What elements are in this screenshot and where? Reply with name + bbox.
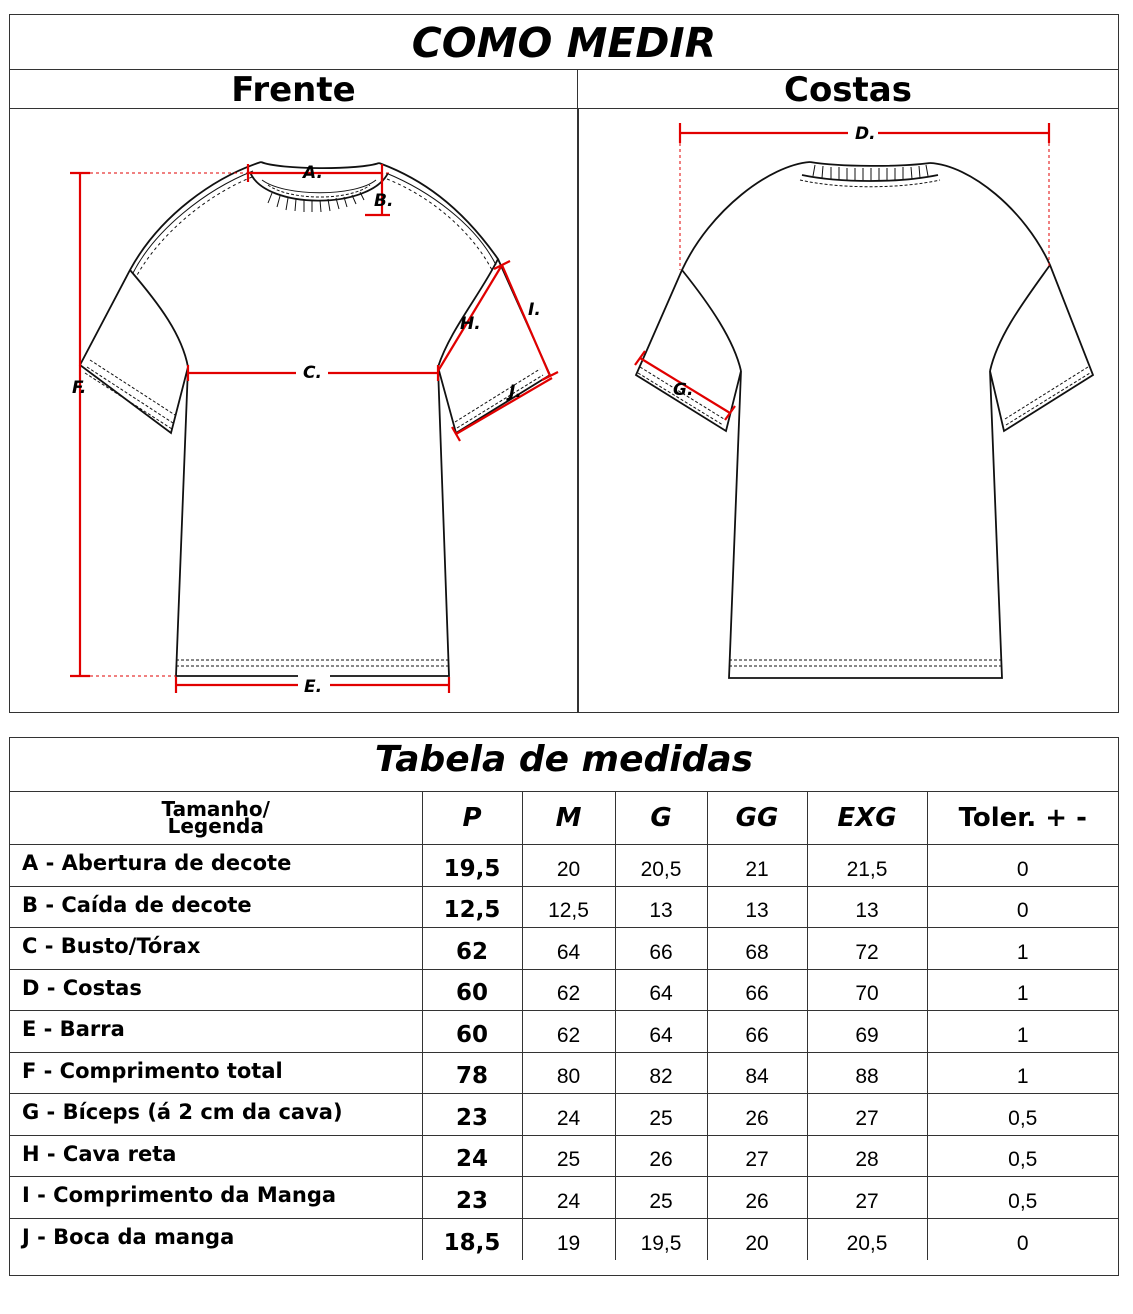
cell-g: 13 bbox=[615, 886, 707, 928]
row-label: F - Comprimento total bbox=[10, 1052, 422, 1094]
cell-p: 60 bbox=[422, 969, 522, 1011]
marker-e: E. bbox=[304, 677, 323, 697]
cell-exg: 27 bbox=[807, 1177, 927, 1219]
cell-tolerance: 1 bbox=[927, 928, 1118, 970]
cell-exg: 13 bbox=[807, 886, 927, 928]
cell-gg: 13 bbox=[707, 886, 807, 928]
legend-header-line1: Tamanho/ bbox=[161, 797, 270, 821]
cell-p: 24 bbox=[422, 1135, 522, 1177]
cell-m: 80 bbox=[522, 1052, 615, 1094]
front-view-heading: Frente bbox=[10, 69, 578, 109]
cell-m: 64 bbox=[522, 928, 615, 970]
row-label: H - Cava reta bbox=[10, 1135, 422, 1177]
guide-title: COMO MEDIR bbox=[10, 15, 1118, 70]
cell-m: 24 bbox=[522, 1094, 615, 1136]
row-label: G - Bíceps (á 2 cm da cava) bbox=[10, 1094, 422, 1136]
cell-tolerance: 0,5 bbox=[927, 1135, 1118, 1177]
cell-p: 19,5 bbox=[422, 845, 522, 887]
marker-i: I. bbox=[528, 300, 541, 320]
cell-exg: 20,5 bbox=[807, 1218, 927, 1260]
tolerance-header: Toler. + - bbox=[927, 792, 1118, 845]
row-label: E - Barra bbox=[10, 1011, 422, 1053]
cell-g: 25 bbox=[615, 1094, 707, 1136]
cell-p: 60 bbox=[422, 1011, 522, 1053]
table-row bbox=[10, 928, 1118, 970]
table-header-row bbox=[10, 792, 1118, 845]
cell-tolerance: 0 bbox=[927, 1218, 1118, 1260]
table-row bbox=[10, 1135, 1118, 1177]
table-row bbox=[10, 1011, 1118, 1053]
size-header-p: P bbox=[422, 792, 522, 845]
table-row bbox=[10, 1218, 1118, 1260]
cell-gg: 68 bbox=[707, 928, 807, 970]
cell-tolerance: 1 bbox=[927, 1011, 1118, 1053]
cell-tolerance: 0 bbox=[927, 886, 1118, 928]
cell-g: 26 bbox=[615, 1135, 707, 1177]
cell-g: 66 bbox=[615, 928, 707, 970]
marker-j: J. bbox=[509, 382, 522, 402]
row-label: J - Boca da manga bbox=[10, 1218, 422, 1260]
cell-g: 19,5 bbox=[615, 1218, 707, 1260]
row-label: A - Abertura de decote bbox=[10, 845, 422, 887]
marker-f: F. bbox=[72, 378, 87, 398]
cell-exg: 21,5 bbox=[807, 845, 927, 887]
cell-g: 64 bbox=[615, 969, 707, 1011]
marker-g: G. bbox=[673, 380, 694, 400]
size-table-panel bbox=[9, 737, 1119, 1276]
cell-exg: 88 bbox=[807, 1052, 927, 1094]
cell-tolerance: 0,5 bbox=[927, 1094, 1118, 1136]
cell-gg: 27 bbox=[707, 1135, 807, 1177]
cell-m: 19 bbox=[522, 1218, 615, 1260]
table-row bbox=[10, 1177, 1118, 1219]
cell-g: 20,5 bbox=[615, 845, 707, 887]
cell-gg: 20 bbox=[707, 1218, 807, 1260]
table-row bbox=[10, 1052, 1118, 1094]
cell-tolerance: 1 bbox=[927, 969, 1118, 1011]
cell-p: 12,5 bbox=[422, 886, 522, 928]
back-view-heading: Costas bbox=[578, 69, 1118, 109]
row-label: B - Caída de decote bbox=[10, 886, 422, 928]
row-label: C - Busto/Tórax bbox=[10, 928, 422, 970]
marker-c: C. bbox=[303, 363, 322, 383]
size-table bbox=[10, 791, 1118, 1260]
cell-gg: 21 bbox=[707, 845, 807, 887]
cell-gg: 26 bbox=[707, 1094, 807, 1136]
size-header-gg: GG bbox=[707, 792, 807, 845]
row-label: D - Costas bbox=[10, 969, 422, 1011]
cell-exg: 72 bbox=[807, 928, 927, 970]
row-label: I - Comprimento da Manga bbox=[10, 1177, 422, 1219]
cell-tolerance: 0 bbox=[927, 845, 1118, 887]
cell-m: 25 bbox=[522, 1135, 615, 1177]
cell-gg: 26 bbox=[707, 1177, 807, 1219]
cell-m: 62 bbox=[522, 1011, 615, 1053]
front-shirt bbox=[80, 162, 550, 676]
table-row bbox=[10, 845, 1118, 887]
cell-g: 82 bbox=[615, 1052, 707, 1094]
back-shirt bbox=[636, 162, 1093, 678]
cell-p: 62 bbox=[422, 928, 522, 970]
marker-h: H. bbox=[460, 314, 481, 334]
cell-gg: 66 bbox=[707, 1011, 807, 1053]
garment-diagram bbox=[10, 15, 1118, 712]
table-title: Tabela de medidas bbox=[10, 738, 1118, 792]
table-row bbox=[10, 969, 1118, 1011]
cell-exg: 28 bbox=[807, 1135, 927, 1177]
cell-exg: 27 bbox=[807, 1094, 927, 1136]
legend-header bbox=[10, 792, 422, 845]
legend-header-line2: Legenda bbox=[167, 814, 264, 838]
cell-gg: 66 bbox=[707, 969, 807, 1011]
cell-p: 78 bbox=[422, 1052, 522, 1094]
cell-m: 24 bbox=[522, 1177, 615, 1219]
table-row bbox=[10, 886, 1118, 928]
cell-exg: 70 bbox=[807, 969, 927, 1011]
back-measure-lines bbox=[635, 123, 1049, 420]
cell-tolerance: 1 bbox=[927, 1052, 1118, 1094]
cell-m: 62 bbox=[522, 969, 615, 1011]
cell-g: 25 bbox=[615, 1177, 707, 1219]
cell-p: 23 bbox=[422, 1094, 522, 1136]
cell-tolerance: 0,5 bbox=[927, 1177, 1118, 1219]
table-row bbox=[10, 1094, 1118, 1136]
size-header-m: M bbox=[522, 792, 615, 845]
cell-exg: 69 bbox=[807, 1011, 927, 1053]
marker-a: A. bbox=[303, 163, 323, 183]
cell-p: 23 bbox=[422, 1177, 522, 1219]
marker-b: B. bbox=[374, 191, 394, 211]
cell-m: 12,5 bbox=[522, 886, 615, 928]
size-header-g: G bbox=[615, 792, 707, 845]
marker-d: D. bbox=[855, 124, 876, 144]
front-measure-lines bbox=[70, 164, 558, 693]
how-to-measure-panel bbox=[9, 14, 1119, 713]
size-header-exg: EXG bbox=[807, 792, 927, 845]
cell-m: 20 bbox=[522, 845, 615, 887]
cell-gg: 84 bbox=[707, 1052, 807, 1094]
cell-g: 64 bbox=[615, 1011, 707, 1053]
cell-p: 18,5 bbox=[422, 1218, 522, 1260]
